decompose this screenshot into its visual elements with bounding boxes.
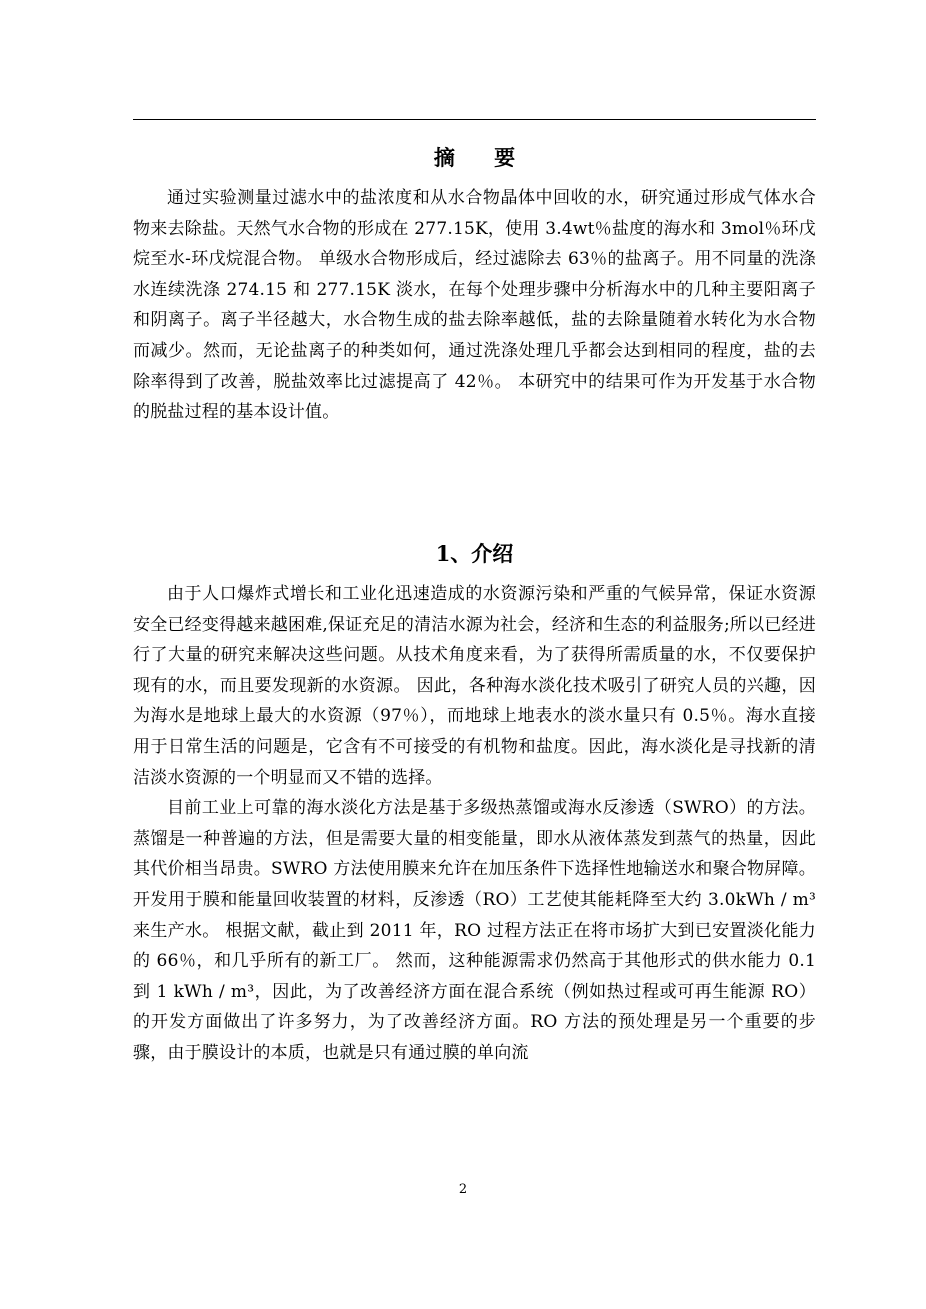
intro-section <box>133 579 816 1069</box>
header-rule <box>133 119 816 120</box>
intro-paragraph-2: 目前工业上可靠的海水淡化方法是基于多级热蒸馏或海水反渗透（SWRO）的方法。蒸馏是一种普遍的方法，但是需要大量的相变能量，即水从液体蒸发到蒸气的热量，因此其代价相当昂贵。SWRO 方法使用膜来允许在加压条件下选择性地输送水和聚合物屏障。开发用于膜和能量回收装置的材料，反渗透（RO）工艺使其能耗降至大约 3.0kWh / m³ 来生产水。 根据文献，截止到 2011 年，RO 过程方法正在将市场扩大到已安置淡化能力的 66％，和几乎所有的新工厂。 然而，这种能源需求仍然高于其他形式的供水能力 0.1 到 1 kWh / m³，因此，为了改善经济方面在混合系统（例如热过程或可再生能源 RO）的开发方面做出了许多努力，为了改善经济方面。RO 方法的预处理是另一个重要的步骤，由于膜设计的本质，也就是只有通过膜的单向流 <box>133 798 816 1063</box>
intro-title: 1、介绍 <box>435 541 514 566</box>
abstract-paragraph: 通过实验测量过滤水中的盐浓度和从水合物晶体中回收的水，研究通过形成气体水合物来去除盐。天然气水合物的形成在 277.15K，使用 3.4wt％盐度的海水和 3mol％环戊烷至水-环戊烷混合物。 单级水合物形成后，经过滤除去 63％的盐离子。用不同量的洗涤水连续洗涤 274.15 和 277.15K 淡水，在每个处理步骤中分析海水中的几种主要阳离子和阴离子。离子半径越大，水合物生成的盐去除率越低，盐的去除量随着水转化为水合物而减少。然而，无论盐离子的种类如何，通过洗涤处理几乎都会达到相同的程度，盐的去除率得到了改善，脱盐效率比过滤提高了 42％。 本研究中的结果可作为开发基于水合物的脱盐过程的基本设计值。 <box>133 188 816 423</box>
abstract-title: 摘 要 <box>433 145 532 170</box>
intro-paragraph-1: 由于人口爆炸式增长和工业化迅速造成的水资源污染和严重的气候异常，保证水资源安全已经变得越来越困难,保证充足的清洁水源为社会，经济和生态的利益服务;所以已经进行了大量的研究来解决这些问题。从技术角度来看，为了获得所需质量的水，不仅要保护现有的水，而且要发现新的水资源。 因此，各种海水淡化技术吸引了研究人员的兴趣，因为海水是地球上最大的水资源（97％），而地球上地表水的淡水量只有 0.5％。海水直接用于日常生活的问题是，它含有不可接受的有机物和盐度。因此，海水淡化是寻找新的清洁淡水资源的一个明显而又不错的选择。 <box>133 584 816 788</box>
page-number: 2 <box>458 1182 468 1197</box>
abstract-section <box>133 183 816 428</box>
